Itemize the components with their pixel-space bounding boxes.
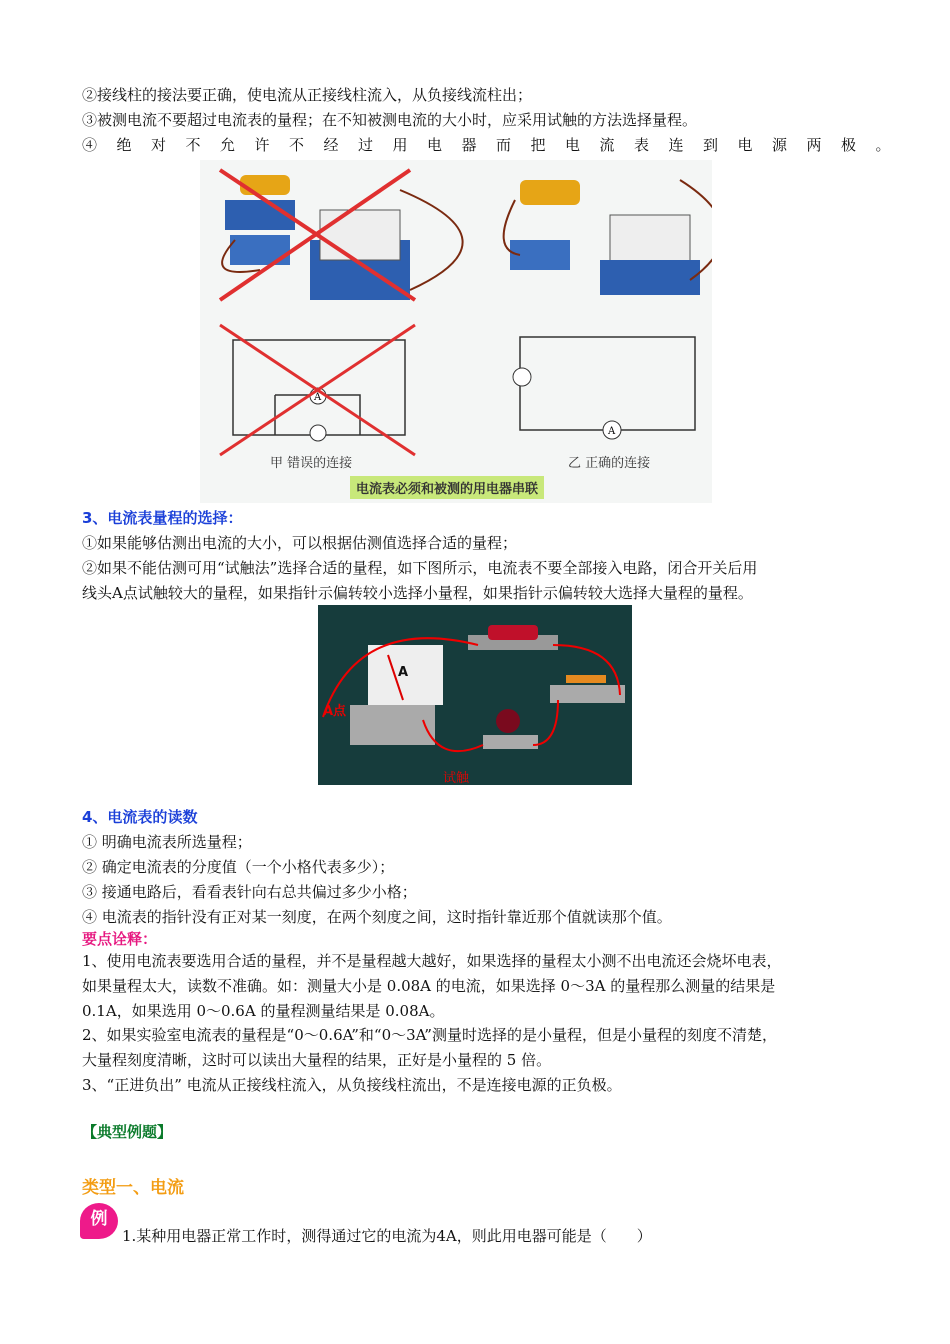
list-item: ③ 接通电路后，看看表针向右总共偏过多少小格； <box>82 883 417 901</box>
banner-series: 电流表必须和被测的用电器串联 <box>350 476 544 499</box>
battery <box>488 625 538 640</box>
rule-3: ③被测电流不要超过电流表的量程；在不知被测电流的大小时，应采用试触的方法选择量程。 <box>82 111 698 129</box>
example-badge: 例 <box>80 1203 118 1239</box>
trial-touch-figure <box>318 605 632 785</box>
svg-text:A: A <box>608 426 616 437</box>
note-line: 2、如果实验室电流表的量程是“0～0.6A”和“0～3A”测量时选择的是小量程，但是小量程的刻度不清楚， <box>82 1026 777 1044</box>
section-3-p2b: 线头A点试触较大的量程，如果指针示偏转较小选择小量程，如果指针示偏转较大选择大量程的量程。 <box>82 584 753 602</box>
meter-unit: A <box>398 665 409 680</box>
section-3-title: 3、电流表量程的选择： <box>82 509 243 527</box>
series-connection-figure <box>200 160 712 503</box>
list-item: ④ 电流表的指针没有正对某一刻度，在两个刻度之间，这时指针靠近那个值就读那个值。 <box>82 908 672 926</box>
svg-text:A: A <box>314 392 322 403</box>
examples-heading: 【典型例题】 <box>82 1123 173 1141</box>
rule-4: ④绝对不允许不经过用电器而把电流表连到电源两极。 <box>82 136 911 154</box>
section-3-p2a: ②如果不能估测可用“试触法”选择合适的量程，如下图所示，电流表不要全部接入电路，闭合开关后用 <box>82 559 758 577</box>
notes-title: 要点诠释： <box>82 930 158 948</box>
battery <box>240 175 290 195</box>
question-1: 1.某种用电器正常工作时，测得通过它的电流为4A，则此用电器可能是（ ） <box>122 1227 652 1245</box>
caption-wrong: 甲 错误的连接 <box>270 456 353 471</box>
list-item: ② 确定电流表的分度值（一个小格代表多少）； <box>82 858 395 876</box>
bulb <box>496 709 520 733</box>
rule-2: ②接线柱的接法要正确，使电流从正接线柱流入，从负接线流柱出； <box>82 86 533 104</box>
type-title: 类型一、电流 <box>82 1178 184 1198</box>
section-3-p1: ①如果能够估测出电流的大小，可以根据估测值选择合适的量程； <box>82 534 518 552</box>
note-line: 大量程刻度清晰，这时可以读出大量程的结果，正好是小量程的 5 倍。 <box>82 1051 552 1069</box>
section-4-title: 4、电流表的读数 <box>82 808 198 826</box>
caption-right: 乙 正确的连接 <box>568 456 651 471</box>
note-line: 如果量程太大，读数不准确。如：测量大小是 0.08A 的电流，如果选择 0～3A 的量程那么测量的结果是 <box>82 977 776 995</box>
switch <box>566 675 606 683</box>
ammeter <box>320 210 400 260</box>
note-line: 0.1A，如果选用 0～0.6A 的量程测量结果是 0.08A。 <box>82 1002 445 1020</box>
trial-touch-circuit <box>318 605 632 785</box>
label-point-a: A点 <box>323 704 347 719</box>
label-trial-touch: 试触 <box>443 771 470 786</box>
list-item: ① 明确电流表所选量程； <box>82 833 252 851</box>
note-line: 1、使用电流表要选用合适的量程，并不是量程越大越好，如果选择的量程太小测不出电流还会烧坏电表， <box>82 952 782 970</box>
note-line: 3、“正进负出” 电流从正接线柱流入，从负接线柱流出，不是连接电源的正负极。 <box>82 1076 622 1094</box>
